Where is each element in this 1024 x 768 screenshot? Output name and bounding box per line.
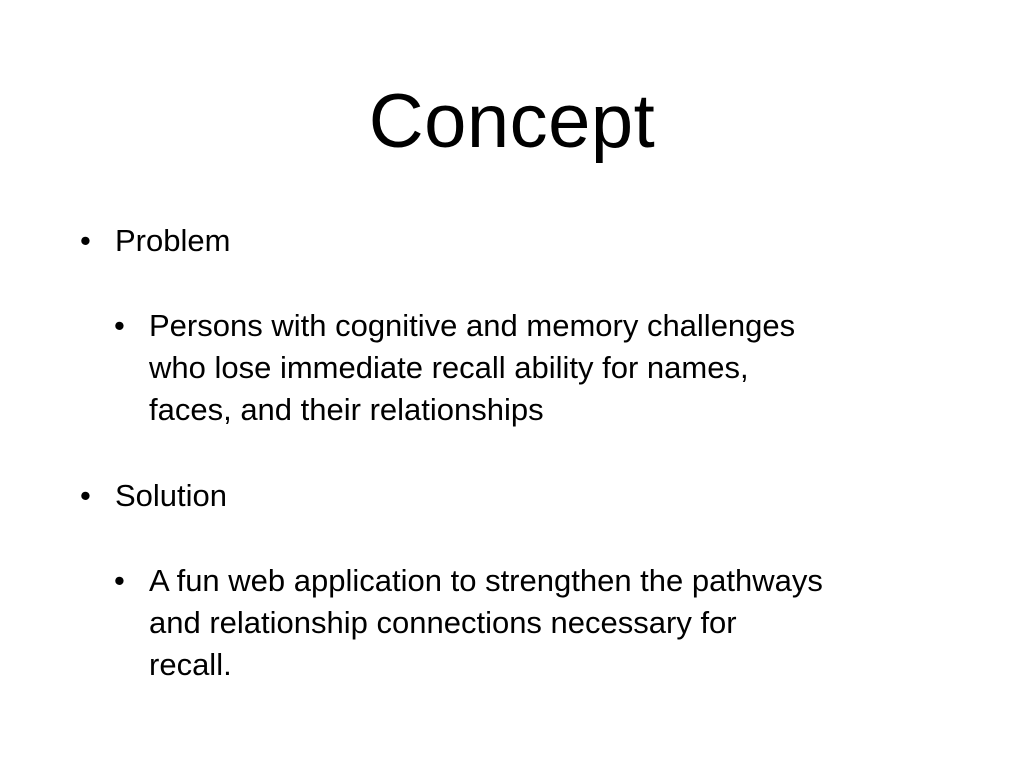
bullet-dot: • xyxy=(114,308,125,343)
bullet-dot: • xyxy=(80,223,91,258)
bullet-solution-detail xyxy=(114,560,964,686)
slide-title: Concept xyxy=(368,79,656,164)
bullet-text: Solution xyxy=(115,478,228,513)
bullet-problem-detail xyxy=(114,305,964,431)
bullet-solution xyxy=(80,475,960,517)
bullet-text: Problem xyxy=(115,223,231,258)
bullet-dot: • xyxy=(80,478,91,513)
bullet-dot: • xyxy=(114,563,125,598)
bullet-text: Persons with cognitive and memory challenges who lose immediate recall ability for names, faces, and their relationships xyxy=(149,308,796,427)
bullet-text: A fun web application to strengthen the pathways and relationship connections necessary for recall. xyxy=(149,563,823,682)
bullet-problem xyxy=(80,220,960,262)
